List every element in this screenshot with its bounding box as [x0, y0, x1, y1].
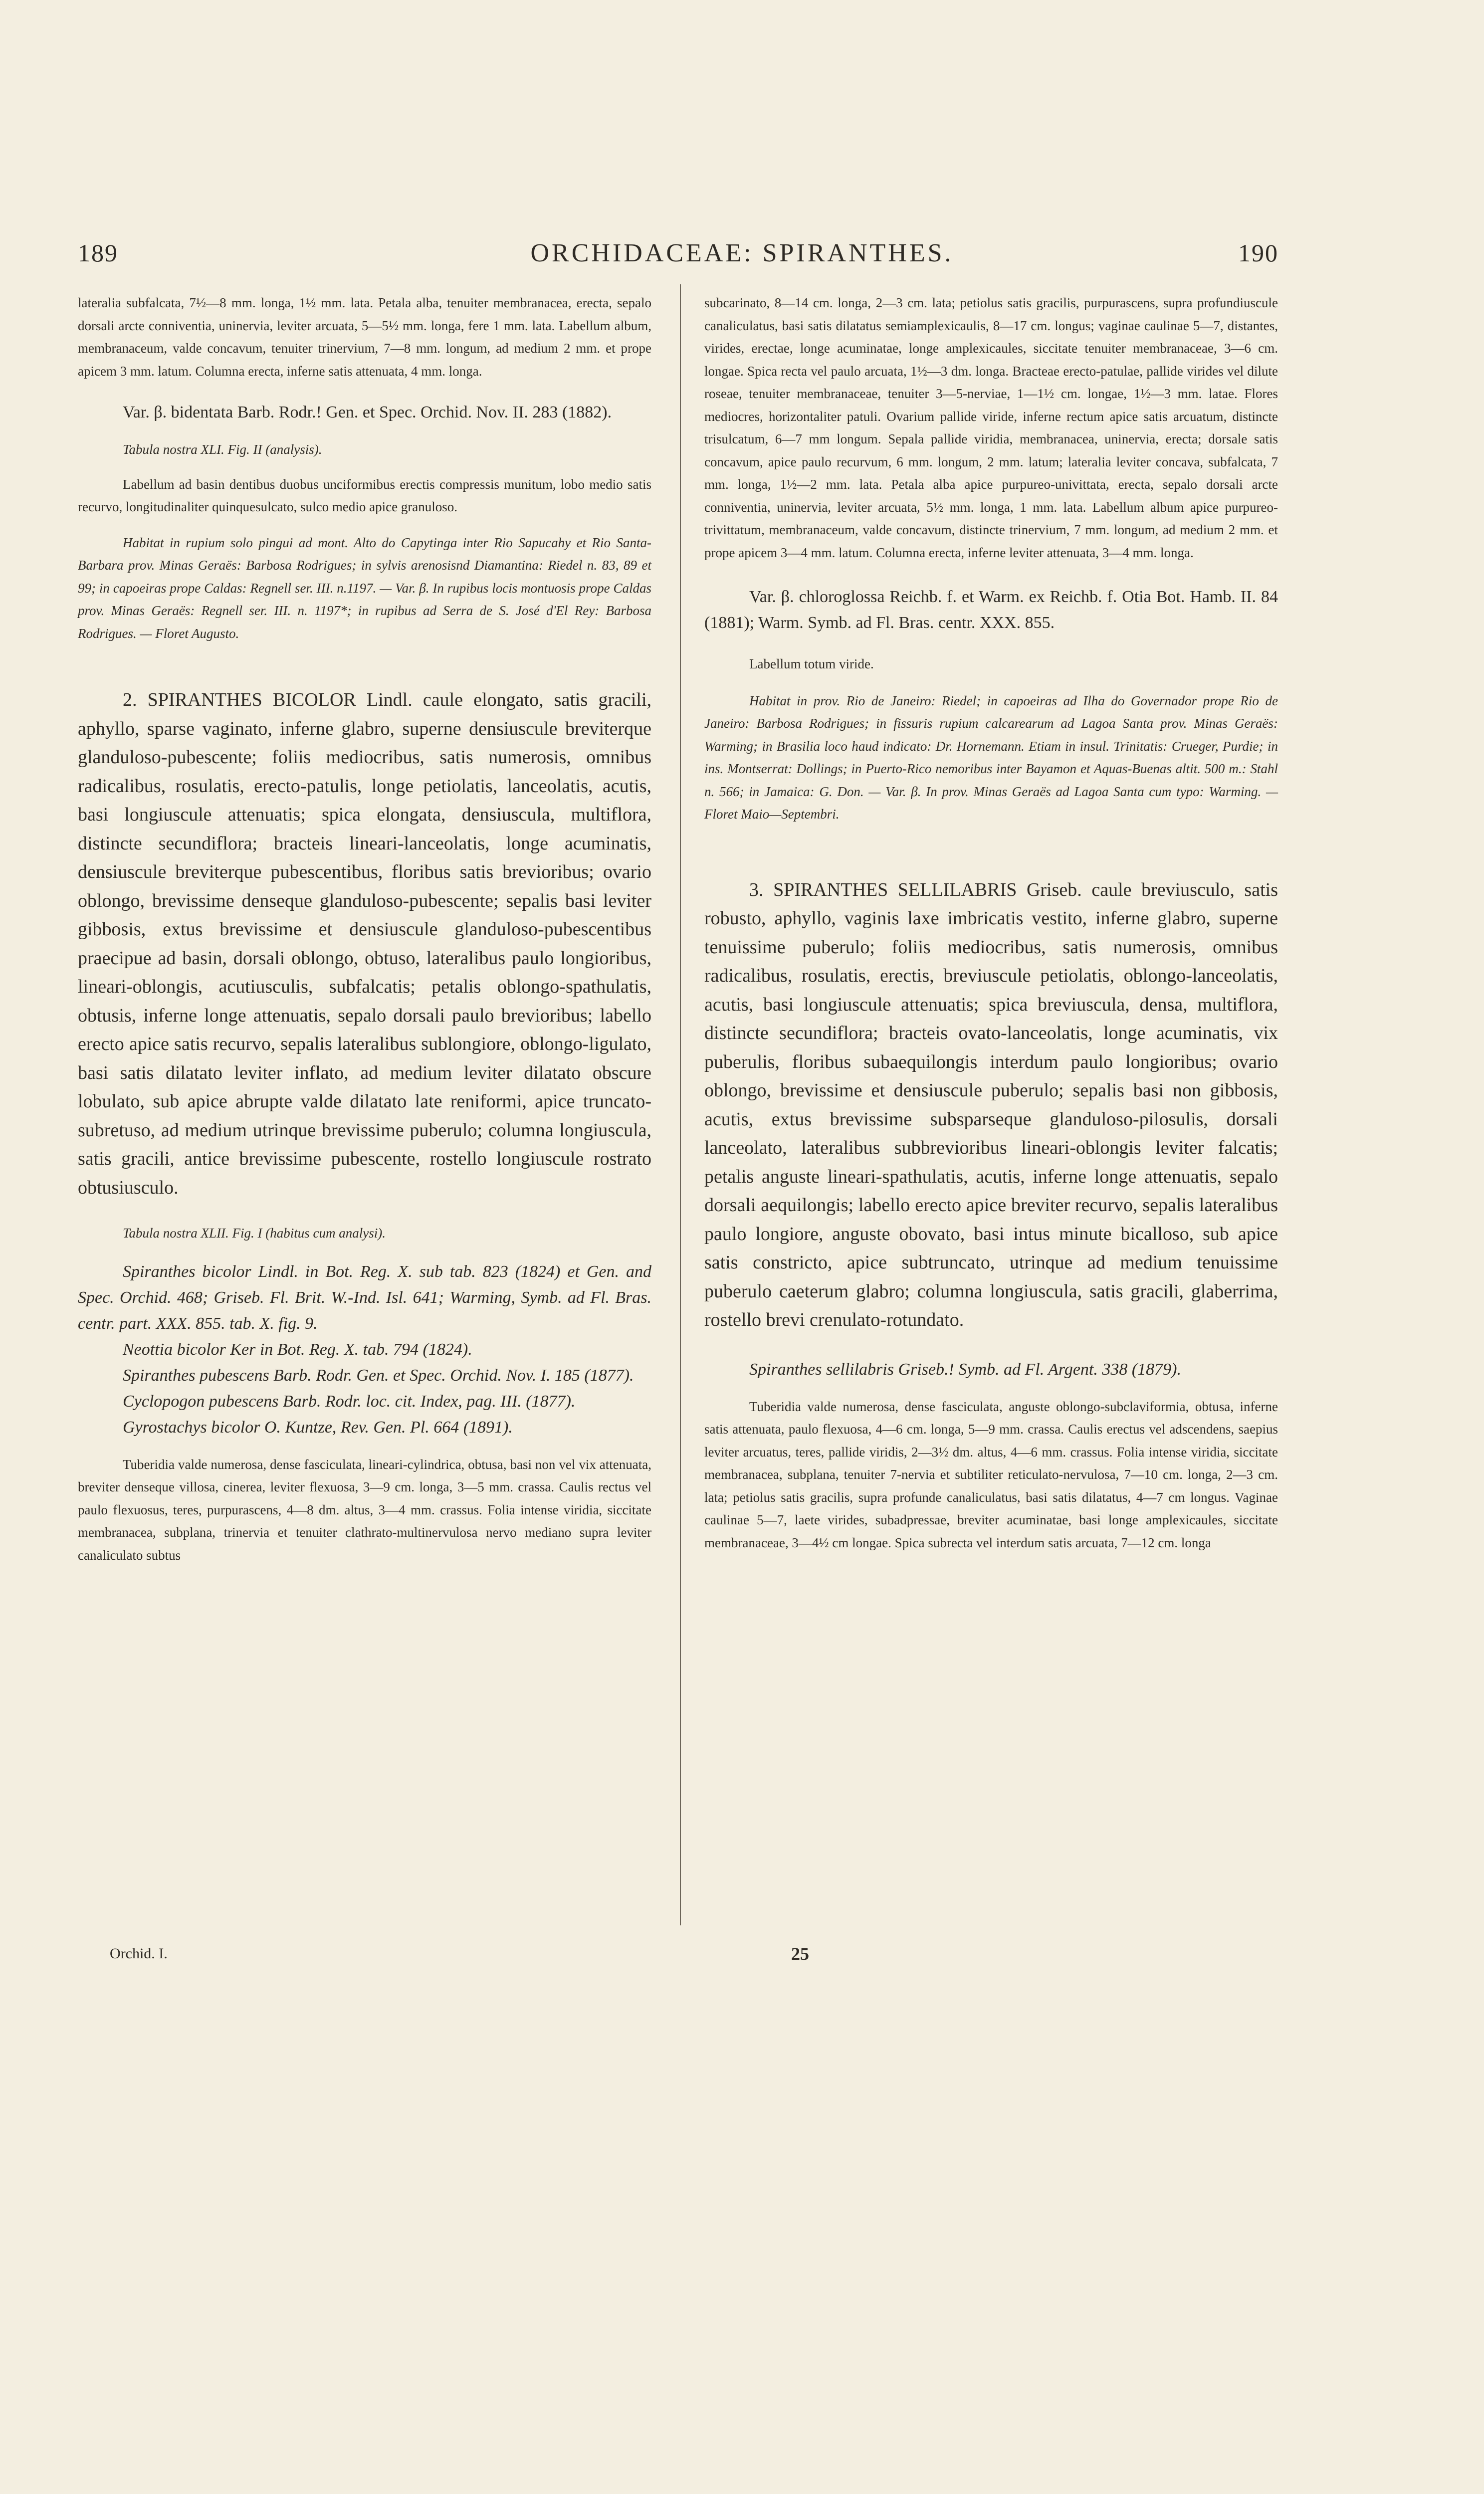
synonym-5: Gyrostachys bicolor O. Kuntze, Rev. Gen. Pl. 664 (1891). — [123, 1418, 513, 1437]
tuberidia-description-right: Tuberidia valde numerosa, dense fasciculata, anguste oblongo-subclaviformia, obtusa, inferne satis attenuata, paulo flexuosa, 4—6 cm. longa, 5—9 mm. crassa. Caulis erectus vel adscendens, saepius leviter arcuatus, teres, pallide viridis, 2—3½ dm. altus, 4—6 mm. crassus. Folia intense viridia, siccitate membranacea, subplana, tenuiter 7-nervia et subtiliter reticulato-nervulosa, 7—10 cm. longa, 2—3 cm. lata; petiolus satis gracilis, supra profunde canaliculatus, basi satis dilatatus, 4—7 cm longus. Vaginae caulinae 5—7, laete virides, subadpressae, breviter acuminatae, basi longe amplexicaules, siccitate membranaceae, 3—4½ cm longae. Spica subrecta vel interdum satis arcuata, 7—12 cm. longa — [704, 1399, 1278, 1550]
footer-signature-left: Orchid. I. — [110, 1945, 168, 1962]
synonym-4: Cyclopogon pubescens Barb. Rodr. loc. cit. Index, pag. III. (1877). — [123, 1392, 576, 1411]
synonym-1: Spiranthes bicolor Lindl. in Bot. Reg. X. sub tab. 823 (1824) et Gen. and Spec. Orchid. 468; Griseb. Fl. Brit. W.-Ind. Isl. 641; Warming, Symb. ad Fl. Bras. centr. part. XXX. 855. tab. X. fig. 9. — [78, 1262, 651, 1333]
species-3-description: 3. SPIRANTHES SELLILABRIS Griseb. caule breviusculo, satis robusto, aphyllo, vaginis laxe imbricatis vestito, inferne glabro, superne tenuissime puberulo; foliis mediocribus, satis numerosis, omnibus radicalibus, rosulatis, erectis, breviuscule petiolatis, oblongo-lanceolatis, acutis, basi longiuscule attenuatis; spica breviuscula, densa, multiflora, distincte secundiflora; bracteis ovato-lanceolatis, longe acuminatis, vix puberulis, floribus subaequilongis interdum paulo longioribus; ovario oblongo, brevissime et densiuscule puberulo; sepalis basi non gibbosis, acutis, extus brevissime subsparseque glanduloso-pilosulis, dorsali lanceolato, lateralibus subbrevioribus lineari-oblongis leviter falcatis; petalis anguste lineari-spathulatis, acutis, inferne longe attenuatis, sepalo dorsali aequilongis; labello erecto apice breviter recurvo, sepalis lateralibus paulo longiore, anguste obovato, basi intus minute bicalloso, sub apice satis constricto, apice subtruncato, utrinque ad medium tenuissime puberulo caeterum glabro; columna longiuscula, satis gracili, glaberrima, rostello brevi crenulato-rotundato. — [704, 879, 1278, 1330]
description-continued: lateralia subfalcata, 7½—8 mm. longa, 1½ mm. lata. Petala alba, tenuiter membranacea, erecta, sepalo dorsali arcte conniventia, uninervia, leviter arcuata, 5—5½ mm. longa, fere 1 mm. lata. Labellum album, membranaceum, valde concavum, tenuiter trinervium, 7—8 mm. longum, ad medium 2 mm. et prope apicem 3 mm. latum. Columna erecta, inferne satis attenuata, 4 mm. longa. — [78, 295, 651, 379]
tabula-reference: Tabula nostra XLI. Fig. II (analysis). — [123, 442, 322, 457]
labellum-note-right: Labellum totum viride. — [749, 656, 874, 671]
synonym-right-1: Spiranthes sellilabris Griseb.! Symb. ad Fl. Argent. 338 (1879). — [749, 1360, 1182, 1379]
species-2-description: 2. SPIRANTHES BICOLOR Lindl. caule elongato, satis gracili, aphyllo, sparse vaginato, inferne glabro, superne densiuscule breviterque glanduloso-pubescente; foliis mediocribus, satis numerosis, omnibus radicalibus, rosulatis, erecto-patulis, longe petiolatis, lanceolatis, acutis, basi longiuscule attenuatis; spica elongata, densiuscula, multiflora, distincte secundiflora; bracteis lineari-lanceolatis, longe acuminatis, densiuscule breviterque pubescentibus, floribus satis brevioribus; ovario oblongo, brevissime denseque glanduloso-pubescente; sepalis basi leviter gibbosis, extus brevissime et densiuscule glanduloso-pubescentibus praecipue ad basin, dorsali oblongo, obtuso, lateralibus paulo longioribus, lineari-oblongis, acutiusculis, subfalcatis; petalis oblongo-spathulatis, obtusis, inferne longe attenuatis, sepalo dorsali paulo brevioribus; labello erecto apice satis recurvo, sepalis lateralibus sublongiore, oblongo-ligulato, basi satis dilatato leviter inflato, ad medium leviter dilatato obscure lobulato, sub apice abrupte valde dilatato late reniformi, apice truncato-subretuso, ad medium utrinque brevissime puberulo; columna longiuscula, satis gracili, antice brevissime pubescente, rostello longiuscule rostrato obtusiusculo. — [78, 689, 651, 1198]
running-title: ORCHIDACEAE: SPIRANTHES. — [530, 239, 954, 267]
habitat-paragraph: Habitat in rupium solo pingui ad mont. Alto do Capytinga inter Rio Sapucahy et Rio Santa-Barbara prov. Minas Geraës: Barbosa Rodrigues; in sylvis arenosisnd Diamantina: Riedel n. 83, 89 et 99; in capoeiras prope Caldas: Regnell ser. III. n.1197. — Var. β. In rupibus locis montuosis prope Caldas prov. Minas Geraës: Regnell ser. III. n. 1197*; in rupibus ad Serra de S. José d'El Rey: Barbosa Rodrigues. — Floret Augusto. — [78, 535, 651, 641]
footer-signature-number: 25 — [791, 1944, 809, 1964]
habitat-paragraph-right: Habitat in prov. Rio de Janeiro: Riedel; in capoeiras ad Ilha do Governador prope Rio de Janeiro: Barbosa Rodrigues; in fissuris rupium calcarearum ad Lagoa Santa prov. Minas Geraës: Warming; in Brasilia loco haud indicato: Dr. Hornemann. Etiam in insul. Trinitatis: Crueger, Purdie; in ins. Montserrat: Dollings; in Puerto-Rico nemoribus inter Bayamon et Aquas-Buenas altit. 500 m.: Stahl n. 566; in Jamaica: G. Don. — Var. β. In prov. Minas Geraës ad Lagoa Santa cum typo: Warming. — Floret Maio—Septembri. — [704, 693, 1278, 822]
description-continued-right: subcarinato, 8—14 cm. longa, 2—3 cm. lata; petiolus satis gracilis, purpurascens, supra profundiuscule canaliculatus, basi satis dilatatus semiamplexicaulis, 8—17 cm. longus; vaginae caulinae 5—7, distantes, virides, erectae, longe acuminatae, longe amplexicaules, siccitate tenuiter membranaceae, 3—6 cm. longae. Spica recta vel paulo arcuata, 1½—3 dm. longa. Bracteae erecto-patulae, pallide virides vel dilute roseae, tenuiter membranaceae, tenuiter 3—5-nerviae, 1—1½ cm. longae, 1½—3 mm. latae. Flores mediocres, horizontaliter patuli. Ovarium pallide viride, inferne rectum apice satis arcuatum, distincte trisulcatum, 6—7 mm longum. Sepala pallide viridia, membranacea, uninervia, erecta; dorsale satis concavum, apice paulo recurvum, 6 mm. longum, 2 mm. latum; lateralia leviter concava, subfalcata, 7 mm. longa, 1½—2 mm. lata. Petala alba apice purpureo-univittata, erecta, sepalo dorsali arcte conniventia, uninervia, leviter arcuata, 5½ mm. longa, 1 mm. lata. Labellum album apice purpureo-trivittatum, membranaceum, valde concavum, distincte trinervium, 7 mm. longum, ad medium 2 mm. et prope apicem 3—4 mm. latum. Columna erecta, inferne leviter attenuata, 3—4 mm. longa. — [704, 295, 1278, 560]
tuberidia-description: Tuberidia valde numerosa, dense fasciculata, lineari-cylindrica, obtusa, basi non vel vix attenuata, breviter denseque villosa, cinerea, leviter flexuosa, 3—9 cm. longa, 3—5 mm. crassa. Caulis rectus vel paulo flexuosus, teres, purpurascens, 4—8 dm. altus, 3—4 mm. crassus. Folia intense viridia, siccitate membranacea, subplana, trinervia et tenuiter clathrato-multinervulosa nervo mediano supra leviter canaliculato subtus — [78, 1456, 651, 1563]
labellum-note: Labellum ad basin dentibus duobus unciformibus erectis compressis munitum, lobo medio satis recurvo, longitudinaliter quinquesulcato, sulco medio apice granuloso. — [78, 476, 651, 514]
column-divider — [680, 284, 681, 1925]
synonym-3: Spiranthes pubescens Barb. Rodr. Gen. et Spec. Orchid. Nov. I. 185 (1877). — [123, 1366, 634, 1385]
variety-title-right: Var. β. chloroglossa Reichb. f. et Warm. ex Reichb. f. Otia Bot. Hamb. II. 84 (1881); Warm. Symb. ad Fl. Bras. centr. XXX. 855. — [704, 588, 1278, 632]
right-column — [704, 292, 1278, 1554]
variety-title: Var. β. bidentata Barb. Rodr.! Gen. et Spec. Orchid. Nov. II. 283 (1882). — [123, 403, 612, 421]
tabula-reference-2: Tabula nostra XLII. Fig. I (habitus cum analysi). — [123, 1226, 386, 1241]
page-number-right: 190 — [1238, 239, 1278, 267]
left-column — [78, 292, 651, 1567]
page-number-left: 189 — [78, 239, 118, 267]
synonym-2: Neottia bicolor Ker in Bot. Reg. X. tab. 794 (1824). — [123, 1340, 472, 1359]
